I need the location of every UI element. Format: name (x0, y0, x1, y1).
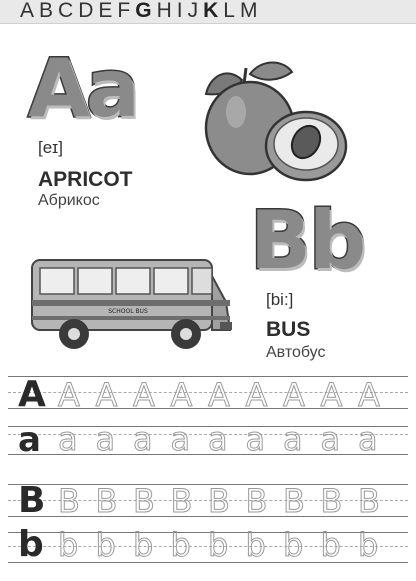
trace-ghost-letter: b (320, 526, 341, 564)
trace-ghost-letter: A (245, 376, 268, 414)
trace-ghost-letter: b (283, 526, 304, 564)
alphabet-strip (0, 0, 416, 24)
alphabet-letter-b: B (39, 0, 54, 22)
trace-lead-lower-b: b (18, 524, 44, 565)
transcription-b: [bi:] (266, 290, 294, 309)
word-apricot: APRICOT (38, 168, 133, 191)
alphabet-letter-e: E (98, 0, 113, 22)
trace-ghost-letter: B (170, 482, 193, 520)
trace-row-upper-a (8, 372, 408, 415)
trace-ghost-letter: A (170, 376, 193, 414)
alphabet-letter-f: F (117, 0, 131, 22)
school-bus-illustration (30, 256, 235, 354)
alphabet-letter-k: K (203, 0, 219, 22)
trace-ghost-letter: a (208, 420, 228, 458)
trace-ghost-letter: B (95, 482, 118, 520)
trace-lead-upper-b: B (18, 480, 46, 521)
alphabet-letter-l: L (223, 0, 235, 22)
trace-lead-lower-a: a (18, 420, 41, 460)
trace-ghost-letter: A (208, 376, 230, 414)
trace-ghost-letter: b (245, 526, 266, 564)
alphabet-letters (20, 0, 262, 23)
trace-row-upper-b (8, 480, 408, 520)
trace-ghost-letter: A (95, 376, 118, 414)
trace-ghost-letter: b (170, 526, 191, 564)
trace-row-lower-b (8, 524, 408, 568)
trace-ghost-letter: a (283, 420, 303, 458)
trace-ghost-letter: A (133, 376, 155, 414)
alphabet-letter-a: A (20, 0, 35, 22)
trace-ghost-letter: A (58, 376, 80, 414)
trace-ghost-letter: B (58, 482, 80, 520)
transcription-a: [eɪ] (38, 138, 63, 157)
trace-ghost-letter: a (170, 420, 191, 458)
trace-ghost-letter: a (58, 420, 78, 458)
trace-ghost-letter: B (133, 482, 155, 520)
trace-ghost-letter: b (208, 526, 229, 564)
trace-ghost-letter: b (133, 526, 154, 564)
trace-ghost-letter: A (283, 376, 305, 414)
trace-ghost-letter: B (283, 482, 305, 520)
trace-lead-upper-a: A (18, 374, 46, 415)
trace-ghost-letter: b (95, 526, 116, 564)
trace-ghost-letter: a (320, 420, 341, 458)
trace-ghost-letter: B (320, 482, 343, 520)
big-letter-bb: Bb (250, 194, 365, 287)
trace-ghost-letter: b (358, 526, 379, 564)
alphabet-letter-i: I (176, 0, 183, 22)
trace-ghost-letter: a (358, 420, 378, 458)
big-letter-aa: Aa (28, 42, 136, 135)
bus-sign-text: SCHOOL BUS (108, 308, 148, 315)
trace-ghost-letter: a (133, 420, 153, 458)
trace-row-lower-a (8, 416, 408, 460)
alphabet-letter-c: C (58, 0, 74, 22)
translation-bus: Автобус (266, 344, 326, 361)
word-bus: BUS (266, 318, 311, 341)
trace-ghost-letter: A (358, 376, 380, 414)
trace-ghost-letter: a (245, 420, 266, 458)
alphabet-letter-j: J (187, 0, 199, 22)
trace-ghost-letter: a (95, 420, 116, 458)
trace-ghost-letter: A (320, 376, 343, 414)
trace-ghost-letter: B (208, 482, 230, 520)
alphabet-letter-m: M (239, 0, 258, 22)
alphabet-letter-d: D (78, 0, 94, 22)
trace-ghost-letter: B (245, 482, 268, 520)
translation-apricot: Абрикос (38, 192, 100, 209)
alphabet-letter-h: H (156, 0, 172, 22)
apricot-illustration (202, 58, 352, 183)
alphabet-letter-g: G (135, 0, 152, 22)
trace-ghost-letter: B (358, 482, 380, 520)
trace-ghost-letter: b (58, 526, 79, 564)
